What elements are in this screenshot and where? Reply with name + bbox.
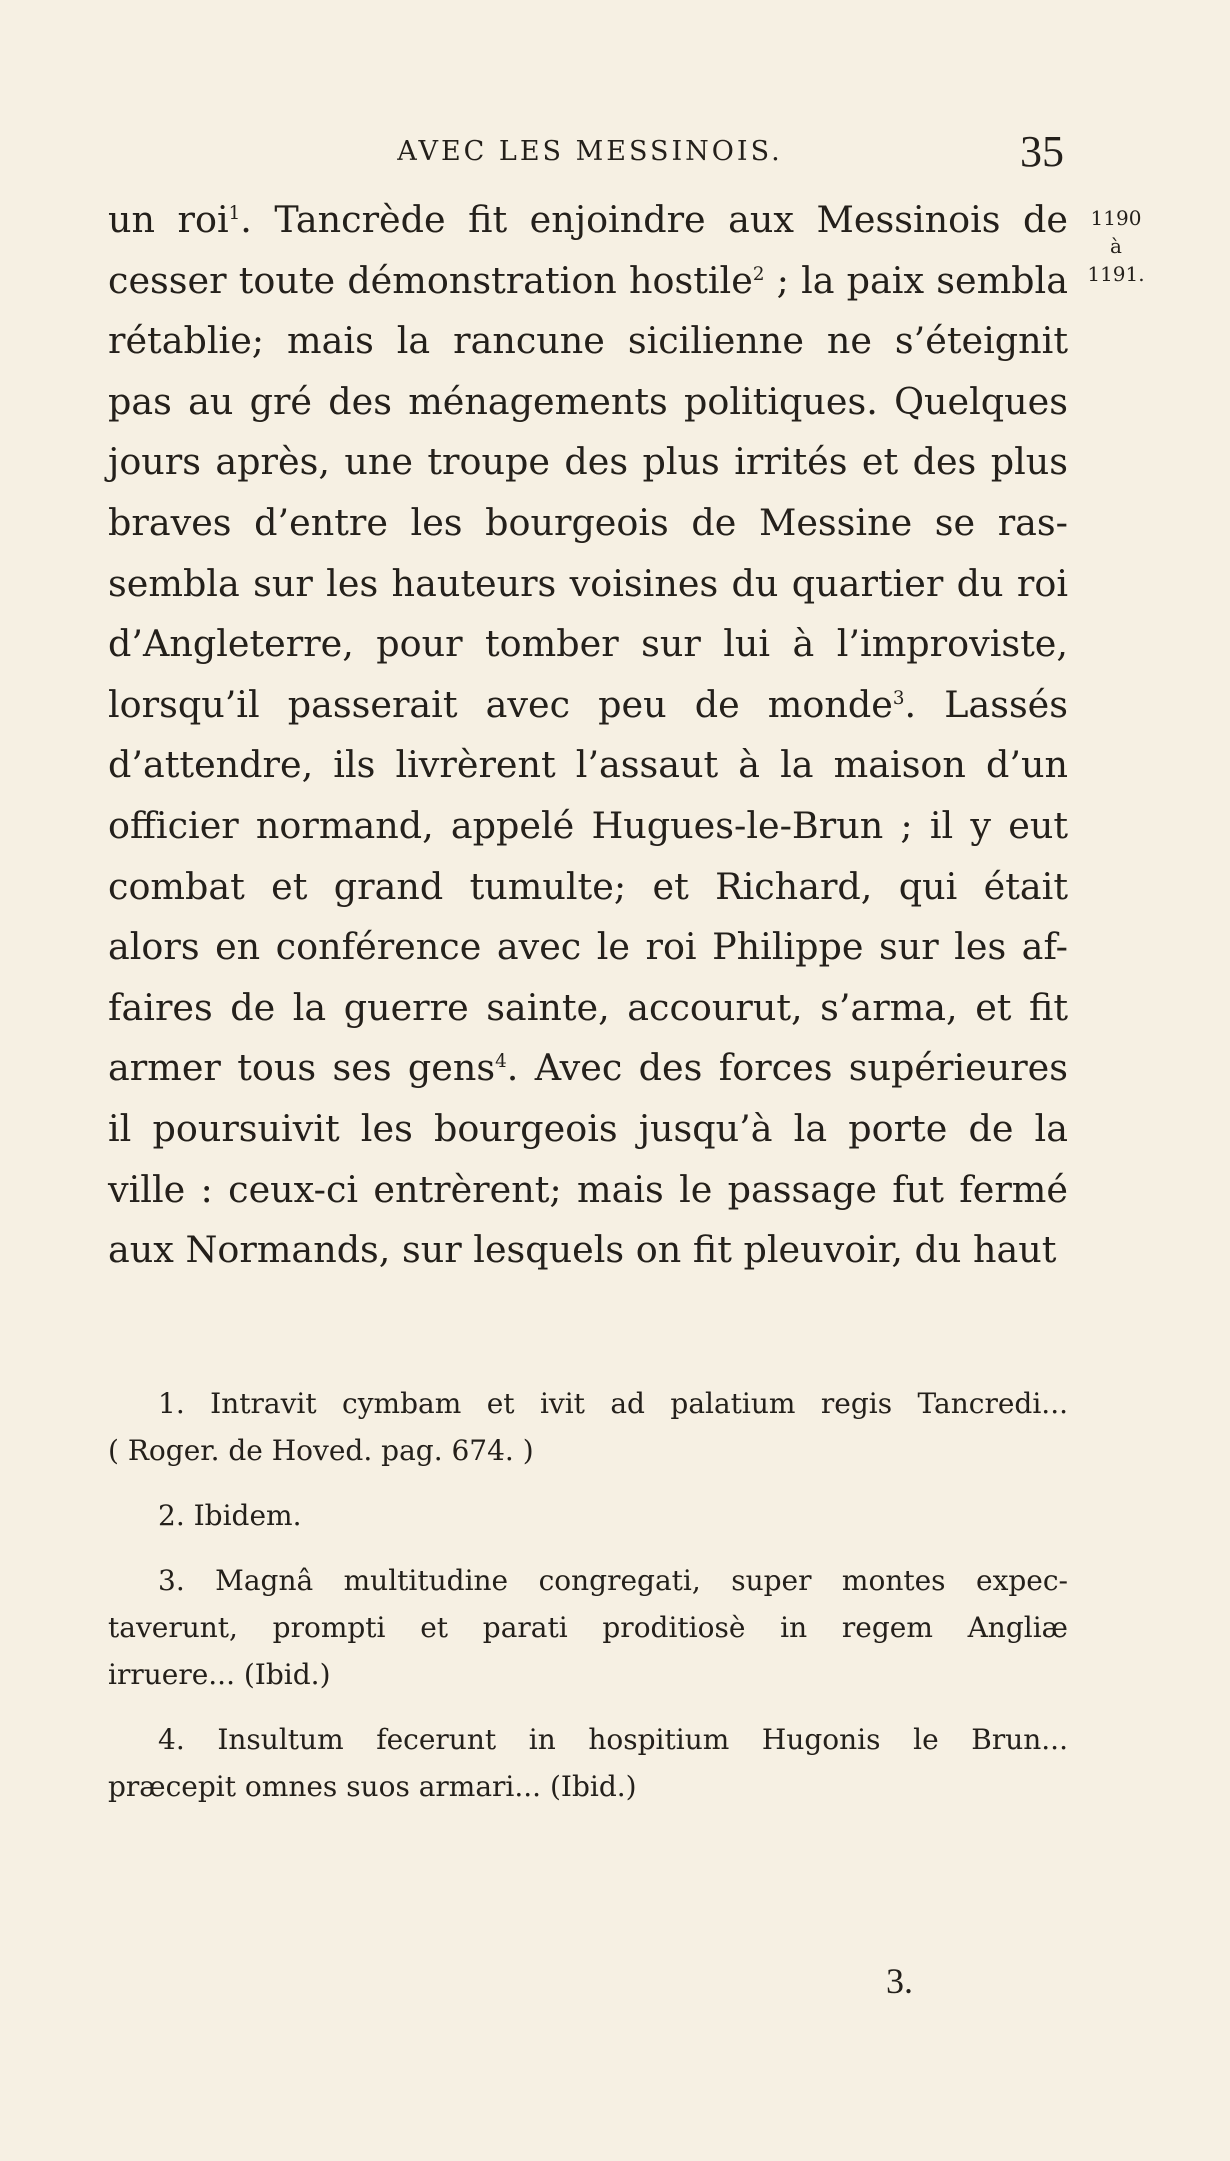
margin-date-to: 1191. (1087, 262, 1145, 286)
footnote: 2. Ibidem. (158, 1499, 302, 1532)
text-line: braves d’entre les bourgeois de Messine se ras- (108, 500, 1068, 544)
footnote-ref: 1 (228, 202, 241, 224)
main-text (108, 190, 1068, 1281)
running-title: AVEC LES MESSINOIS. (397, 136, 783, 167)
text-line: un roi$^1$. Tancrède fit enjoindre aux Messinois de (108, 198, 1068, 241)
footnote: 1. Intravit cymbam et ivit ad palatium regis Tancredi... ( Roger. de Hoved. pag. 674. ) (108, 1387, 1068, 1467)
margin-date-word: à (1110, 234, 1122, 258)
running-head (110, 126, 1070, 176)
footnote: 3. Magnâ multitudine congregati, super montes expec- taverunt, prompti et parati proditiosè in regem Angliæ irruere... (Ibid.) (108, 1564, 1068, 1691)
text-line: jours après, une troupe des plus irrités et des plus (108, 440, 1068, 484)
footnote-ref: 3 (892, 687, 905, 709)
text-line: aux Normands, sur lesquels on fit pleuvoir, du haut (108, 1228, 1057, 1272)
text-line: armer tous ses gens$^4$. Avec des forces supérieures (108, 1046, 1069, 1090)
footnote-ref: 2 (752, 263, 765, 285)
text-line: lorsqu’il passerait avec peu de monde$^3$. Lassés (108, 682, 1069, 726)
text-line: officier normand, appelé Hugues-le-Brun ; il y eut (108, 803, 1068, 847)
text-line: alors en conférence avec le roi Philippe sur les af- (108, 925, 1068, 969)
text-line: il poursuivit les bourgeois jusqu’à la porte de la (108, 1106, 1068, 1150)
text-line: rétablie; mais la rancune sicilienne ne s’éteignit (108, 319, 1068, 363)
text-line: d’Angleterre, pour tomber sur lui à l’improviste, (108, 622, 1068, 666)
text-line: combat et grand tumulte; et Richard, qui était (108, 864, 1068, 908)
footnote-ref: 4 (495, 1051, 507, 1073)
footnotes (108, 1380, 1068, 1828)
text-line: sembla sur les hauteurs voisines du quartier du roi (108, 561, 1068, 605)
text-line: d’attendre, ils livrèrent l’assaut à la maison d’un (108, 743, 1068, 787)
text-line: cesser toute démonstration hostile$^2$ ; la paix sembla (108, 258, 1068, 302)
margin-date-from: 1190 (1090, 206, 1142, 230)
text-line: faires de la guerre sainte, accourut, s’arma, et fit (108, 985, 1068, 1029)
text-line: pas au gré des ménagements politiques. Quelques (108, 379, 1068, 423)
signature-mark: 3. (886, 1961, 913, 2001)
margin-date (1086, 204, 1146, 288)
page-number: 35 (1020, 127, 1064, 176)
footnote: 4. Insultum fecerunt in hospitium Hugonis le Brun... præcepit omnes suos armari... (Ibid.) (108, 1723, 1068, 1803)
text-line: ville : ceux-ci entrèrent; mais le passage fut fermé (108, 1167, 1068, 1211)
